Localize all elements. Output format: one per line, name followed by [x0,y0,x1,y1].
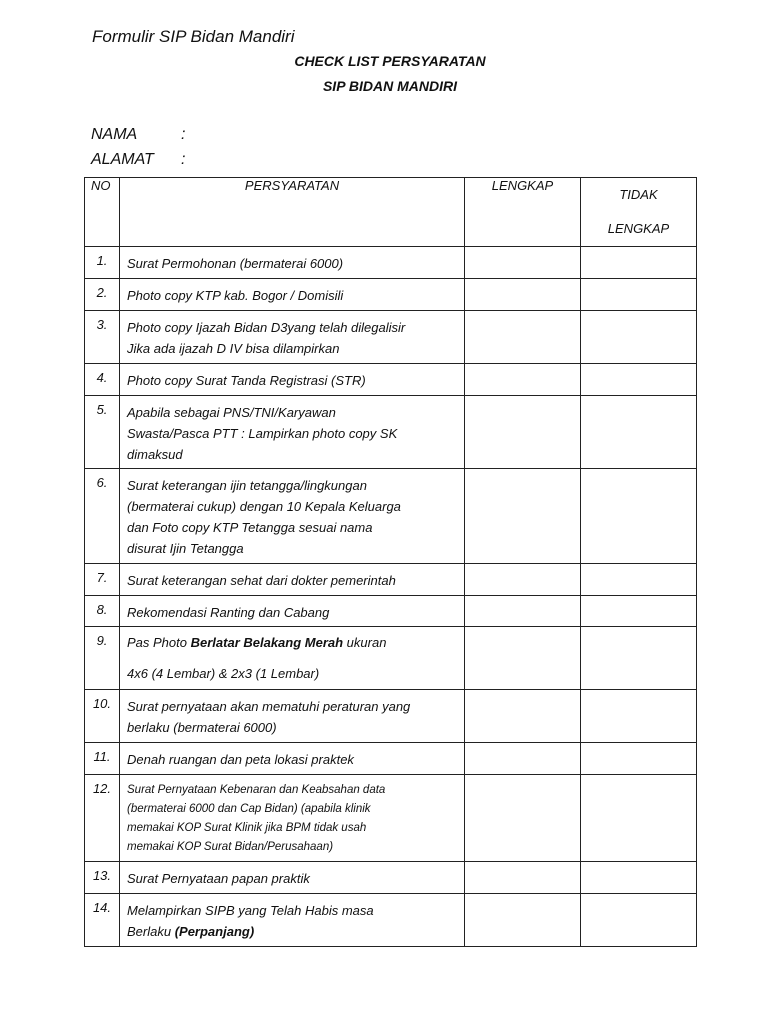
form-title: Formulir SIP Bidan Mandiri [92,27,295,46]
table-row [85,894,697,947]
tidak-lengkap-checkbox-cell[interactable] [581,469,697,564]
table-row [85,364,697,396]
tidak-lengkap-checkbox-cell[interactable] [581,364,697,396]
row-number: 5. [85,396,120,469]
row-number: 2. [85,279,120,311]
lengkap-checkbox-cell[interactable] [465,279,581,311]
alamat-colon: : [181,151,186,168]
requirement-line: disurat Ijin Tetangga [127,541,244,556]
alamat-label: ALAMAT [91,151,154,168]
alamat-field [91,151,185,169]
tidak-lengkap-checkbox-cell[interactable] [581,690,697,743]
row-number: 7. [85,564,120,596]
tidak-lengkap-checkbox-cell[interactable] [581,279,697,311]
tidak-lengkap-checkbox-cell[interactable] [581,894,697,947]
requirement-text [120,596,465,627]
row-number: 9. [85,627,120,690]
requirement-line: Surat keterangan sehat dari dokter pemerintah [127,573,396,588]
tidak-lengkap-checkbox-cell[interactable] [581,311,697,364]
requirement-line: Surat Permohonan (bermaterai 6000) [127,256,344,271]
table-row [85,564,697,596]
lengkap-checkbox-cell[interactable] [465,247,581,279]
row-number: 11. [85,743,120,775]
header-persyaratan: PERSYARATAN [120,178,465,247]
requirement-text [120,364,465,396]
requirement-emphasis: Berlatar Belakang Merah [190,635,344,650]
lengkap-checkbox-cell[interactable] [465,396,581,469]
requirement-line: dimaksud [127,447,183,462]
table-row [85,247,697,279]
table-row [85,690,697,743]
tidak-lengkap-checkbox-cell[interactable] [581,743,697,775]
requirement-line: (bermaterai 6000 dan Cap Bidan) (apabila klinik [127,803,371,815]
requirement-text [120,396,465,469]
requirement-text [120,894,465,947]
requirement-line: Surat keterangan ijin tetangga/lingkungan [127,478,367,493]
requirement-line: Surat Pernyataan Kebenaran dan Keabsahan data [127,784,386,796]
row-number: 12. [85,775,120,862]
table-row [85,279,697,311]
requirement-emphasis: (Perpanjang) [174,924,255,939]
tidak-lengkap-checkbox-cell[interactable] [581,564,697,596]
requirement-text [120,862,465,894]
table-row [85,311,697,364]
requirement-line: dan Foto copy KTP Tetangga sesuai nama [127,520,373,535]
requirement-line: Berlaku [127,924,175,939]
lengkap-checkbox-cell[interactable] [465,862,581,894]
requirement-line: Apabila sebagai PNS/TNI/Karyawan [127,405,336,420]
requirement-text [120,469,465,564]
requirements-table [84,177,697,947]
row-number: 4. [85,364,120,396]
row-number: 3. [85,311,120,364]
table-row [85,596,697,627]
requirement-text [120,627,465,690]
table-row [85,862,697,894]
requirement-line: Photo copy Ijazah Bidan D3yang telah dilegalisir [127,320,406,335]
requirement-line: memakai KOP Surat Bidan/Perusahaan) [127,841,334,853]
requirement-text [120,247,465,279]
requirement-text [120,564,465,596]
requirement-line: berlaku (bermaterai 6000) [127,720,277,735]
tidak-lengkap-checkbox-cell[interactable] [581,596,697,627]
lengkap-checkbox-cell[interactable] [465,596,581,627]
tidak-lengkap-checkbox-cell[interactable] [581,627,697,690]
nama-label: NAMA [91,126,138,143]
lengkap-checkbox-cell[interactable] [465,469,581,564]
lengkap-checkbox-cell[interactable] [465,564,581,596]
requirement-line: ukuran [343,635,387,650]
header-tidak-line2: LENGKAP [607,221,670,236]
requirement-line: 4x6 (4 Lembar) & 2x3 (1 Lembar) [127,666,320,681]
tidak-lengkap-checkbox-cell[interactable] [581,862,697,894]
table-row [85,396,697,469]
requirement-text [120,743,465,775]
table-header-row [85,178,697,247]
row-number: 8. [85,596,120,627]
requirement-text [120,690,465,743]
requirement-line: Melampirkan SIPB yang Telah Habis masa [127,903,374,918]
lengkap-checkbox-cell[interactable] [465,364,581,396]
header-no: NO [85,178,120,247]
tidak-lengkap-checkbox-cell[interactable] [581,775,697,862]
requirement-line: Jika ada ijazah D IV bisa dilampirkan [127,341,340,356]
lengkap-checkbox-cell[interactable] [465,690,581,743]
requirement-text [120,775,465,862]
lengkap-checkbox-cell[interactable] [465,775,581,862]
lengkap-checkbox-cell[interactable] [465,311,581,364]
tidak-lengkap-checkbox-cell[interactable] [581,247,697,279]
lengkap-checkbox-cell[interactable] [465,627,581,690]
requirement-line: Surat pernyataan akan mematuhi peraturan yang [127,699,411,714]
requirement-line: memakai KOP Surat Klinik jika BPM tidak usah [127,822,367,834]
lengkap-checkbox-cell[interactable] [465,743,581,775]
requirement-line: Swasta/Pasca PTT : Lampirkan photo copy SK [127,426,398,441]
table-row [85,627,697,690]
header-tidak-lengkap [581,178,697,247]
nama-field [91,126,185,144]
table-row [85,743,697,775]
requirement-text [120,279,465,311]
checklist-heading: CHECK LIST PERSYARATAN [294,53,486,69]
requirement-line: Pas Photo [127,635,191,650]
table-row [85,775,697,862]
row-number: 1. [85,247,120,279]
requirement-line: Photo copy Surat Tanda Registrasi (STR) [127,373,366,388]
row-number: 13. [85,862,120,894]
requirement-line: Rekomendasi Ranting dan Cabang [127,605,330,620]
row-number: 14. [85,894,120,947]
header-lengkap: LENGKAP [465,178,581,247]
requirement-line: Denah ruangan dan peta lokasi praktek [127,752,354,767]
requirement-line: Photo copy KTP kab. Bogor / Domisili [127,288,344,303]
row-number: 6. [85,469,120,564]
requirement-line: Surat Pernyataan papan praktik [127,871,310,886]
header-tidak-line1: TIDAK [619,187,658,202]
checklist-subheading: SIP BIDAN MANDIRI [322,78,458,94]
requirement-line: (bermaterai cukup) dengan 10 Kepala Keluarga [127,499,401,514]
requirement-text [120,311,465,364]
table-row [85,469,697,564]
tidak-lengkap-checkbox-cell[interactable] [581,396,697,469]
row-number: 10. [85,690,120,743]
lengkap-checkbox-cell[interactable] [465,894,581,947]
nama-colon: : [181,126,186,143]
